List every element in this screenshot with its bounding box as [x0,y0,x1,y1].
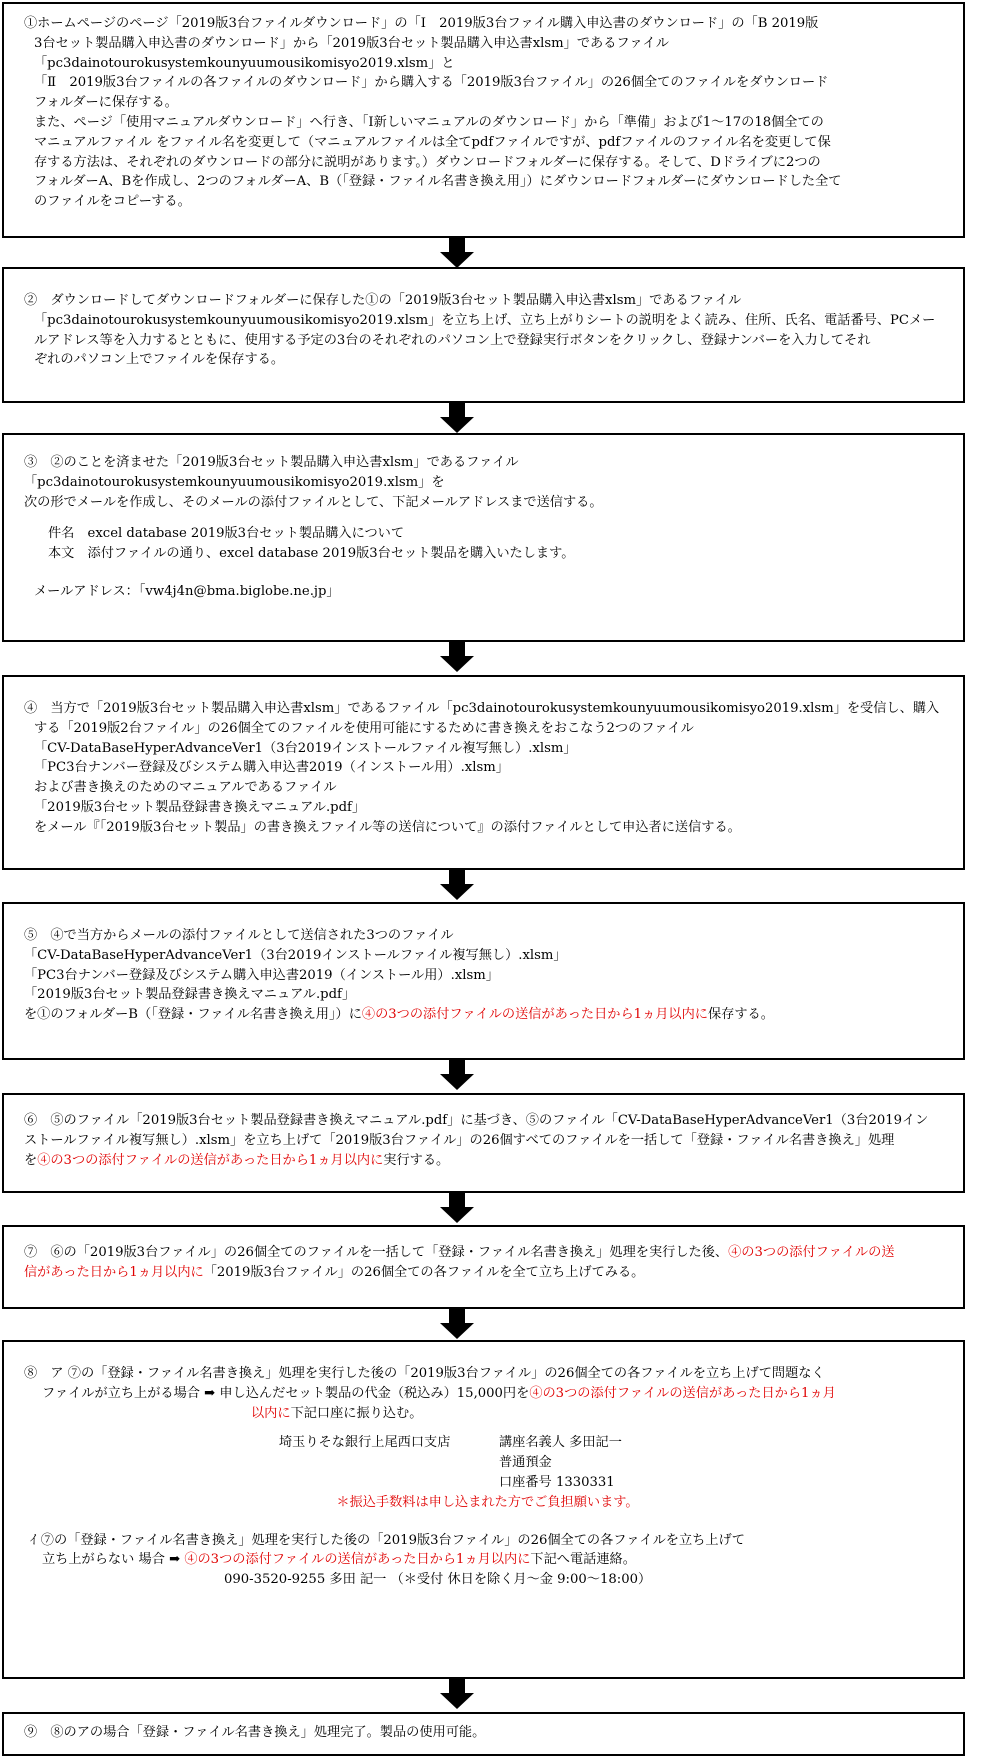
step-8-box [2,1340,965,1679]
step-2-box [2,267,965,403]
step-1-line: 「Ⅱ 2019版3台ファイルの各ファイルのダウンロード」から購入する「2019版3台ファイル」の26個全てのファイルをダウンロード [34,75,829,91]
step-5-line: ⑤ ④で当方からメールの添付ファイルとして送信された3つのファイル [24,928,454,943]
deadline-text: ④の3つの添付ファイルの送信があった日から1ヵ月以内に [37,1152,384,1168]
step-5-box [2,902,965,1060]
step-8i-post: 下記へ電話連絡。 [530,1552,636,1568]
step-5-last-line [24,1005,951,1025]
down-arrow-icon [440,1679,474,1709]
step-1-line: 3台セット製品購入申込書のダウンロード」から「2019版3台セット製品購入申込書xlsm」であるファイル [34,35,669,51]
step-6-line: ⑥ ⑤のファイル「2019版3台セット製品登録書き換えマニュアル.pdf」に基づき、⑤のファイル「CV-DataBaseHyperAdvanceVer1（3台2019イン [24,1113,929,1128]
step-1-line: のファイルをコピーする。 [34,194,191,210]
step-1-line: フォルダーに保存する。 [34,95,178,111]
step-4-box [2,675,965,870]
step-2-line: ② ダウンロードしてダウンロードフォルダーに保存した①の「2019版3台セット製品購入申込書xlsm」であるファイル [24,293,742,308]
step-7-post: 「2019版3台ファイル」の26個全ての各ファイルを全て立ち上げてみる。 [203,1264,645,1280]
mail-subject: 件名 excel database 2019版3台セット製品購入について [48,526,405,542]
step-1-line: また、ページ「使用マニュアルダウンロード」へ行き、「Ⅰ新しいマニュアルのダウンロード」から「準備」および1～17の18個全ての [34,114,824,130]
step-6-post: 実行する。 [383,1152,450,1168]
step-9-box [2,1712,965,1756]
step-5-last-pre: を①のフォルダーB（「登録・ファイル名書き換え用」）に [24,1007,362,1023]
step-6-pre: を [24,1152,38,1168]
step-3-line: 次の形でメールを作成し、そのメールの添付ファイルとして、下記メールアドレスまで送信する。 [24,494,603,510]
bank-account-info [24,1433,951,1492]
step-2-line: ぞれのパソコン上でファイルを保存する。 [34,352,285,368]
step-8a-line [24,1404,951,1424]
step-8i-pre: 立ち上がらない 場合 ➡ [42,1552,185,1568]
step-7-line [24,1243,951,1263]
step-3-line: ③ ②のことを済ませた「2019版3台セット製品購入申込書xlsm」であるファイル [24,455,519,470]
step-4-line: 「PC3台ナンバー登録及びシステム購入申込書2019（インストール用）.xlsm」 [34,760,509,776]
step-8i-line: ｲ ⑦の「登録・ファイル名書き換え」処理を実行した後の「2019版3台ファイル」の26個全ての各ファイルを立ち上げて [30,1532,745,1548]
step-4-line: ④ 当方で「2019版3台セット製品購入申込書xlsm」であるファイル「pc3dainotourokusystemkounyuumousikomisyo2019.xlsm」を受信し、購入 [24,701,940,716]
step-3-box [2,433,965,642]
step-8a-post: 下記口座に振り込む。 [290,1405,423,1421]
step-4-line: 「2019版3台セット製品登録書き換えマニュアル.pdf」 [34,799,366,815]
down-arrow-icon [440,1060,474,1090]
account-number: 口座番号 1330331 [499,1474,615,1490]
deadline-text: ④の3つの添付ファイルの送信があった日から1ヵ月 [529,1385,836,1401]
bank-name: 埼玉りそな銀行上尾西口支店 [279,1435,451,1451]
deadline-text: ④の3つの添付ファイルの送信があった日から1ヵ月以内に [361,1007,708,1023]
step-8a-line: ⑧ ア ⑦の「登録・ファイル名書き換え」処理を実行した後の「2019版3台ファイル」の26個全ての各ファイルを立ち上げて問題なく [24,1366,825,1381]
step-1-line: マニュアルファイル をファイル名を変更して（マニュアルファイルは全てpdfファイルですが、pdfファイルのファイル名を変更して保 [34,134,831,150]
step-8i-line [24,1550,951,1570]
down-arrow-icon [440,403,474,433]
step-1-line: 「pc3dainotourokusystemkounyuumousikomisyo2019.xlsm」と [34,55,455,71]
deadline-text: 以内に [251,1405,291,1421]
account-holder: 講座名義人 多田記一 [499,1435,622,1451]
step-7-pre: ⑦ ⑥の「2019版3台ファイル」の26個全てのファイルを一括して「登録・ファイル名書き換え」処理を実行した後、 [24,1245,729,1260]
step-1-line: 存する方法は、それぞれのダウンロードの部分に説明があります。）ダウンロードフォルダーに保存する。そして、Dドライブに2つの [34,154,821,170]
step-1-box [2,2,965,238]
account-type: 普通預金 [499,1455,552,1471]
down-arrow-icon [440,1309,474,1339]
step-7-box [2,1225,965,1309]
step-6-box [2,1093,965,1193]
down-arrow-icon [440,642,474,672]
step-5-line: 「2019版3台セット製品登録書き換えマニュアル.pdf」 [24,987,356,1003]
step-2-line: ルアドレス等を入力するとともに、使用する予定の3台のそれぞれのパソコン上で登録実行ボタンをクリックし、登録ナンバーを入力してそれ [34,332,871,348]
contact-phone: 090-3520-9255 多田 記一 （＊受付 休日を除く月～金 9:00～18:00） [224,1572,652,1588]
step-4-line: および書き換えのためのマニュアルであるファイル [34,780,337,796]
deadline-text: 信があった日から1ヵ月以内に [24,1264,204,1280]
step-5-line: 「PC3台ナンバー登録及びシステム購入申込書2019（インストール用）.xlsm」 [24,967,499,983]
down-arrow-icon [440,1193,474,1223]
step-3-line: 「pc3dainotourokusystemkounyuumousikomisyo2019.xlsm」を [24,474,445,490]
step-4-line: する「2019版2台ファイル」の26個全てのファイルを使用可能にするために書き換えをおこなう2つのファイル [34,720,694,736]
step-1-line: フォルダーA、Bを作成し、2つのフォルダーA、B（「登録・ファイル名書き換え用」）にダウンロードフォルダーにダウンロードした全て [34,174,842,190]
step-9-line: ⑨ ⑧のアの場合「登録・ファイル名書き換え」処理完了。製品の使用可能。 [24,1725,486,1740]
step-2-line: 「pc3dainotourokusystemkounyuumousikomisyo2019.xlsm」を立ち上げ、立ち上がりシートの説明をよく読み、住所、氏名、電話番号、PCメー [34,312,936,328]
step-8a-line [24,1384,951,1404]
mail-address: メールアドレス：「vw4j4n@bma.biglobe.ne.jp」 [34,583,340,599]
step-4-line: をメール『「2019版3台セット製品」の書き換えファイル等の送信について』の添付ファイルとして申込者に送信する。 [34,819,741,835]
deadline-text: ④の3つの添付ファイルの送信があった日から1ヵ月以内に [184,1552,531,1568]
step-8a-pre: ファイルが立ち上がる場合 ➡ 申し込んだセット製品の代金（税込み）15,000円を [42,1385,530,1401]
step-6-line [24,1151,951,1171]
step-5-last-post: 保存する。 [708,1007,774,1023]
deadline-text: ④の3つの添付ファイルの送 [728,1245,895,1260]
step-6-line: ストールファイル複写無し）.xlsm」を立ち上げて「2019版3台ファイル」の26個すべてのファイルを一括して「登録・ファイル名書き換え」処理 [24,1132,895,1148]
fee-note: ＊振込手数料は申し込まれた方でご負担願います。 [336,1494,639,1510]
step-5-line: 「CV-DataBaseHyperAdvanceVer1（3台2019インストールファイル複写無し）.xlsm」 [24,947,567,963]
step-7-line [24,1263,951,1283]
down-arrow-icon [440,870,474,900]
step-1-line: ①ホームページのページ「2019版3台ファイルダウンロード」の「Ⅰ 2019版3台ファイル購入申込書のダウンロード」の「B 2019版 [24,16,819,31]
down-arrow-icon [440,238,474,268]
mail-body: 本文 添付ファイルの通り、excel database 2019版3台セット製品を購入いたします。 [48,546,575,562]
step-4-line: 「CV-DataBaseHyperAdvanceVer1（3台2019インストールファイル複写無し）.xlsm」 [34,740,577,756]
